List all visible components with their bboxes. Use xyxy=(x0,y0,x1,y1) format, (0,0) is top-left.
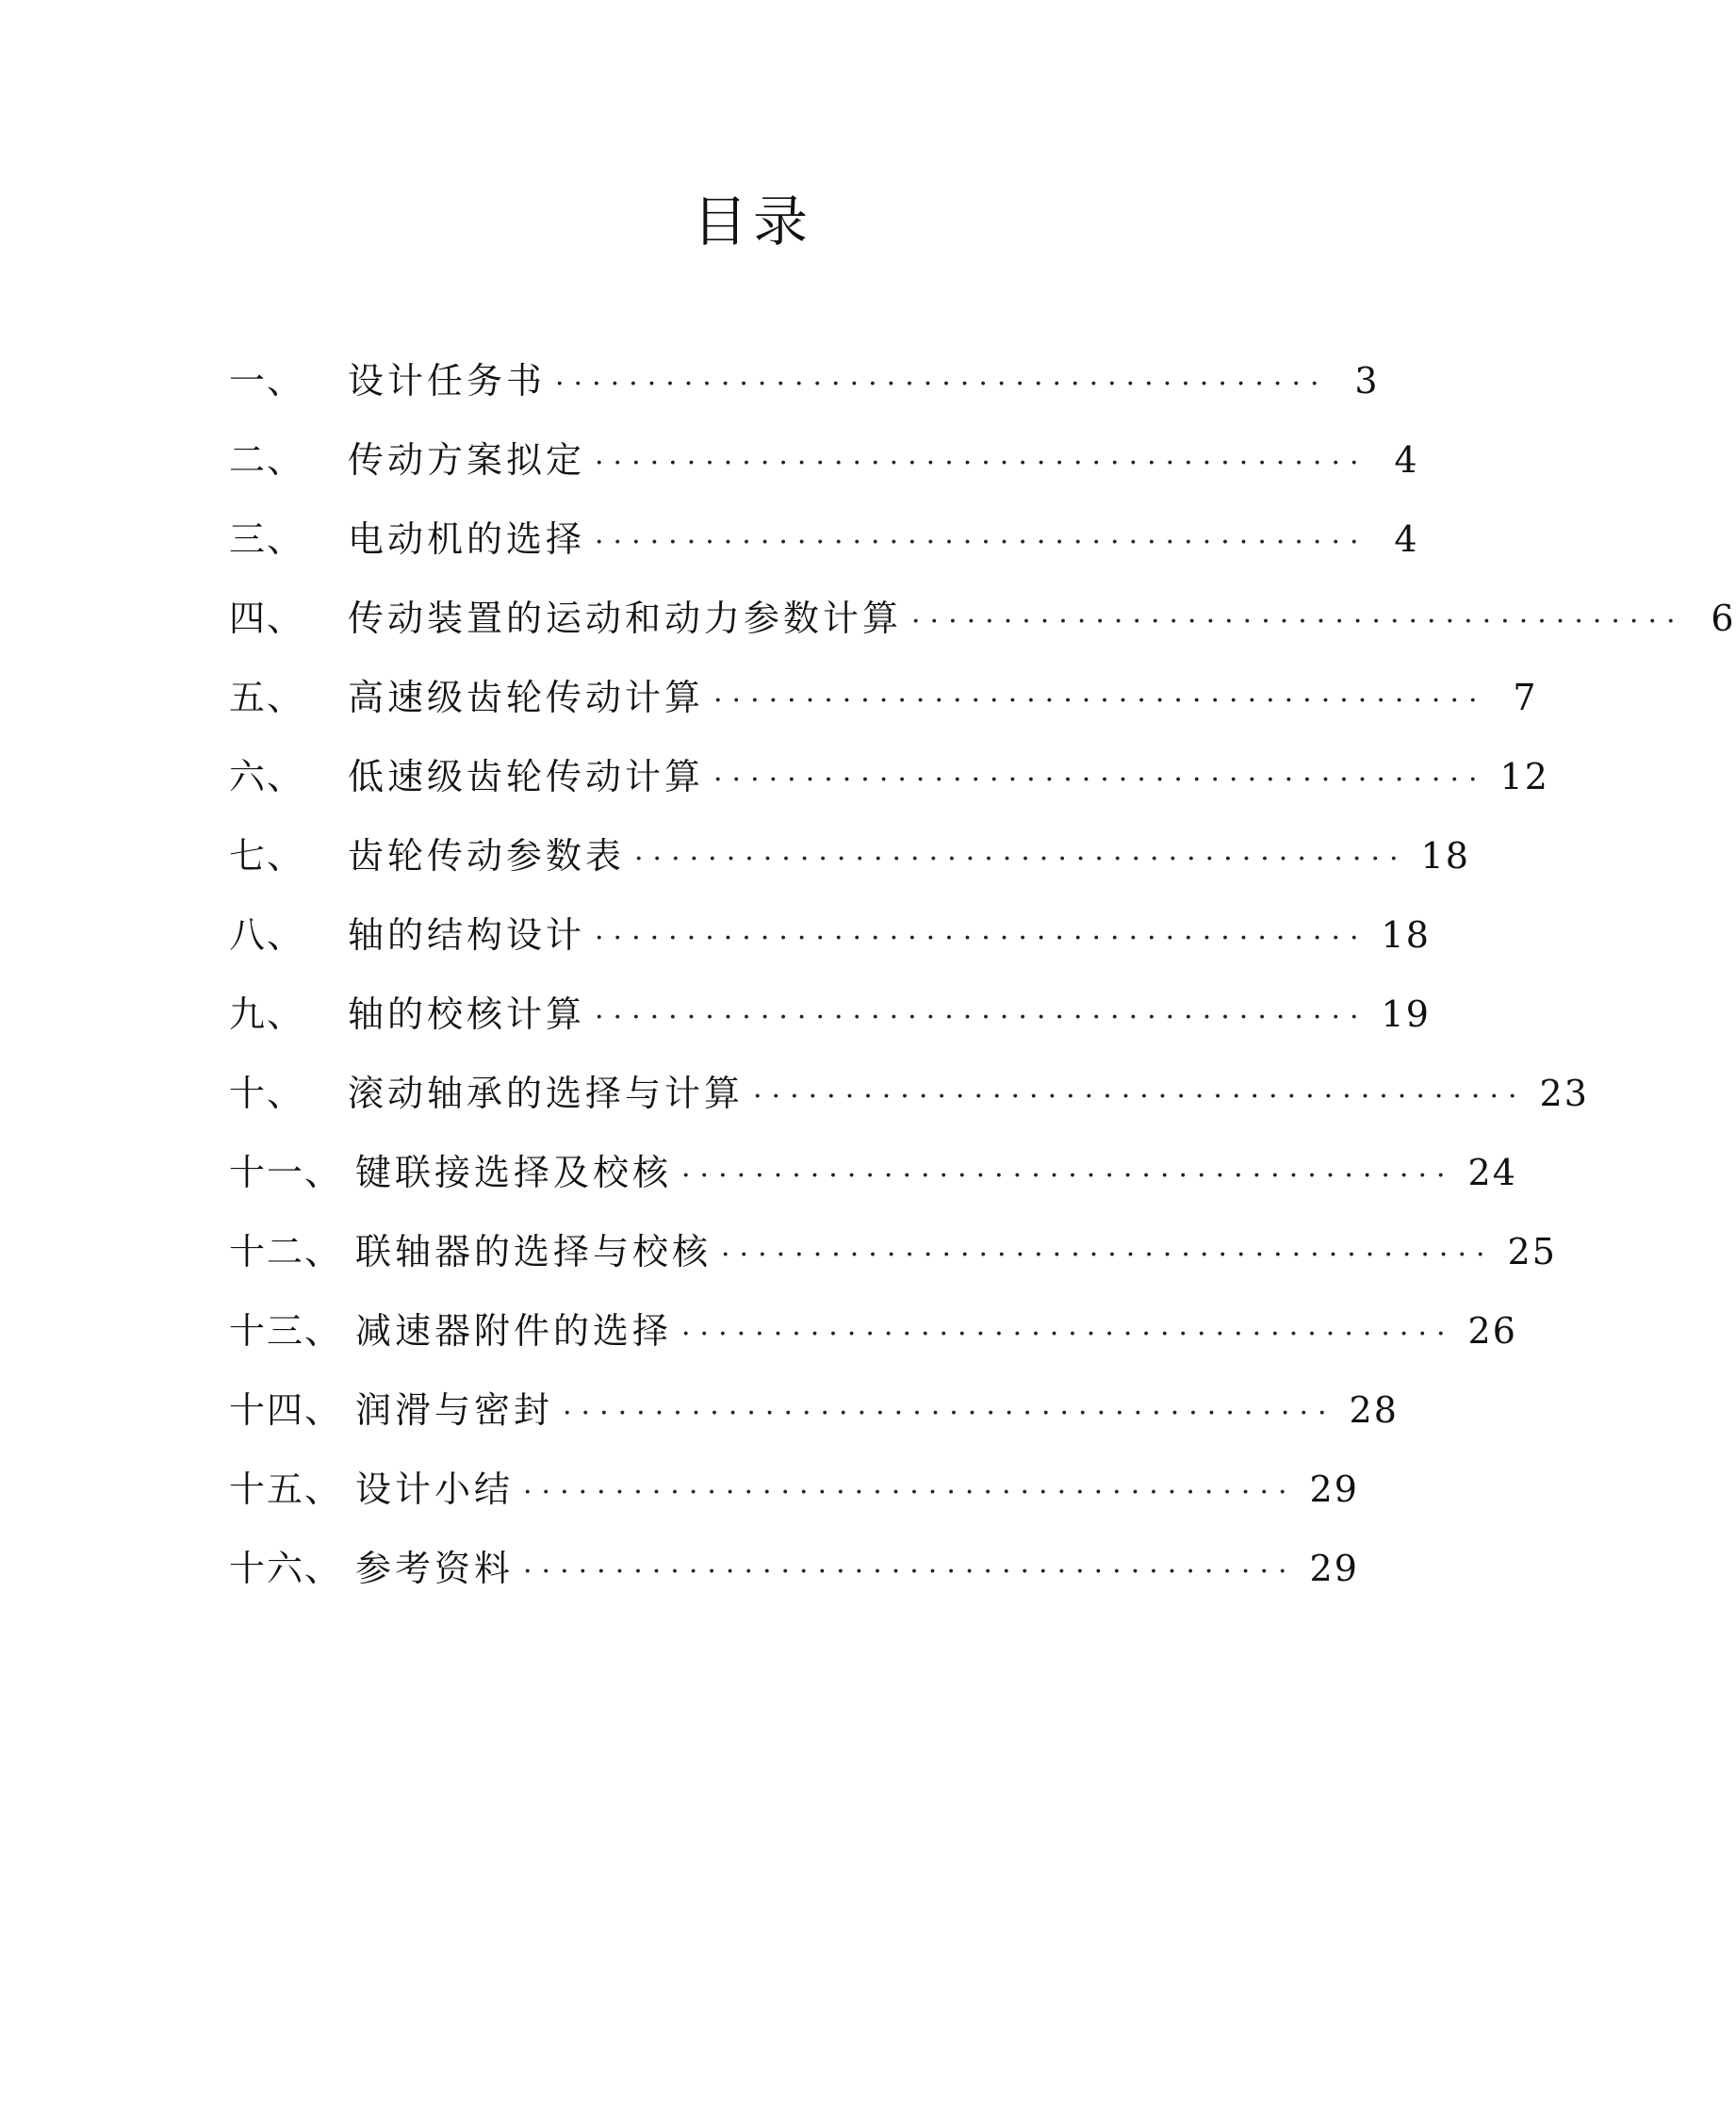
toc-number: 十五、 xyxy=(229,1469,343,1510)
toc-leader-dots: ·········································· xyxy=(595,922,1368,955)
toc-label: 齿轮传动参数表 xyxy=(348,835,626,877)
toc-number: 十二、 xyxy=(229,1231,343,1272)
toc-page-number: 23 xyxy=(1539,1073,1589,1114)
toc-row[interactable] xyxy=(229,579,1736,658)
toc-leader-dots: ·········································· xyxy=(911,605,1685,638)
table-of-contents xyxy=(229,341,1736,1608)
toc-leader-dots: ·········································· xyxy=(595,526,1368,559)
toc-label: 轴的结构设计 xyxy=(348,914,586,956)
toc-row[interactable] xyxy=(229,1291,1517,1370)
toc-leader-dots: ·········································· xyxy=(634,843,1408,876)
toc-row[interactable] xyxy=(229,895,1431,975)
toc-page-number: 7 xyxy=(1513,677,1538,718)
toc-label: 联轴器的选择与校核 xyxy=(355,1231,712,1272)
toc-number: 三、 xyxy=(229,518,305,560)
toc-page-number: 18 xyxy=(1381,914,1431,956)
toc-row[interactable] xyxy=(229,816,1470,895)
toc-row[interactable] xyxy=(229,1450,1359,1529)
toc-row[interactable] xyxy=(229,1133,1517,1212)
toc-label: 润滑与密封 xyxy=(355,1389,554,1431)
toc-row[interactable] xyxy=(229,658,1538,737)
toc-label: 电动机的选择 xyxy=(348,518,586,560)
toc-leader-dots: ·········································· xyxy=(523,1476,1297,1509)
toc-label: 高速级齿轮传动计算 xyxy=(348,677,705,718)
toc-row[interactable] xyxy=(229,420,1419,500)
toc-label: 键联接选择及校核 xyxy=(355,1152,673,1193)
toc-leader-dots: ·········································· xyxy=(681,1159,1455,1192)
toc-label: 传动方案拟定 xyxy=(348,439,586,481)
toc-row[interactable] xyxy=(229,1054,1589,1133)
toc-page-number: 4 xyxy=(1394,518,1419,560)
toc-number: 十、 xyxy=(229,1073,305,1114)
toc-leader-dots: ·········································· xyxy=(721,1239,1495,1272)
toc-row[interactable] xyxy=(229,1370,1399,1450)
toc-leader-dots: ·········································· xyxy=(563,1397,1336,1430)
toc-leader-dots: ·········································· xyxy=(713,684,1487,717)
toc-number: 十六、 xyxy=(229,1548,343,1589)
toc-number: 七、 xyxy=(229,835,305,877)
toc-number: 六、 xyxy=(229,756,305,797)
toc-page-number: 12 xyxy=(1499,756,1549,797)
toc-row[interactable] xyxy=(229,737,1549,816)
toc-leader-dots: ·········································· xyxy=(595,447,1368,480)
toc-label: 设计小结 xyxy=(355,1469,515,1510)
toc-page-number: 29 xyxy=(1309,1469,1359,1510)
page-title: 目录 xyxy=(692,189,813,254)
toc-page-number: 29 xyxy=(1309,1548,1359,1589)
toc-leader-dots: ·········································· xyxy=(753,1080,1527,1113)
toc-page-number: 26 xyxy=(1467,1310,1517,1352)
toc-page-number: 18 xyxy=(1420,835,1470,877)
toc-number: 十三、 xyxy=(229,1310,343,1352)
toc-label: 传动装置的运动和动力参数计算 xyxy=(348,598,903,639)
toc-number: 八、 xyxy=(229,914,305,956)
toc-label: 低速级齿轮传动计算 xyxy=(348,756,705,797)
toc-number: 五、 xyxy=(229,677,305,718)
toc-number: 九、 xyxy=(229,993,305,1035)
toc-label: 滚动轴承的选择与计算 xyxy=(348,1073,745,1114)
toc-row[interactable] xyxy=(229,975,1431,1054)
toc-leader-dots: ·········································· xyxy=(595,1001,1368,1034)
toc-row[interactable] xyxy=(229,1212,1557,1291)
toc-page-number: 28 xyxy=(1349,1389,1399,1431)
toc-page-number: 25 xyxy=(1507,1231,1557,1272)
toc-page-number: 24 xyxy=(1467,1152,1517,1193)
toc-number: 十四、 xyxy=(229,1389,343,1431)
toc-row[interactable] xyxy=(229,500,1419,579)
toc-number: 二、 xyxy=(229,439,305,481)
toc-page-number: 4 xyxy=(1394,439,1419,481)
toc-label: 轴的校核计算 xyxy=(348,993,586,1035)
toc-row[interactable] xyxy=(229,341,1380,420)
toc-row[interactable] xyxy=(229,1529,1359,1608)
toc-number: 十一、 xyxy=(229,1152,343,1193)
toc-number: 一、 xyxy=(229,360,305,402)
toc-leader-dots: ·········································· xyxy=(555,368,1329,401)
toc-page-number: 19 xyxy=(1381,993,1431,1035)
toc-leader-dots: ·········································· xyxy=(681,1318,1455,1351)
toc-number: 四、 xyxy=(229,598,305,639)
toc-leader-dots: ·········································· xyxy=(713,763,1487,796)
toc-label: 参考资料 xyxy=(355,1548,515,1589)
toc-leader-dots: ·········································· xyxy=(523,1555,1297,1588)
toc-label: 设计任务书 xyxy=(348,360,547,402)
toc-page-number: 3 xyxy=(1354,360,1380,402)
toc-label: 减速器附件的选择 xyxy=(355,1310,673,1352)
toc-page-number: 6 xyxy=(1711,598,1736,639)
